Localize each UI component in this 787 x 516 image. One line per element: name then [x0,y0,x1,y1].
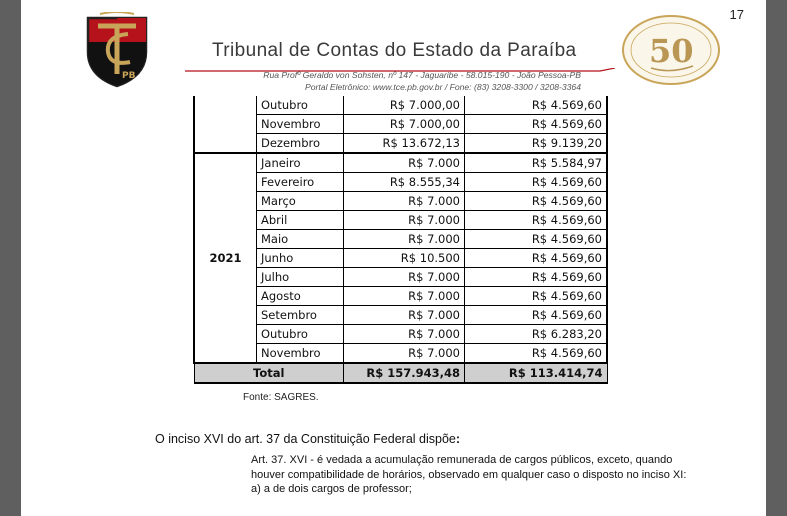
table-row [194,115,607,134]
value-cell: R$ 7.000 [344,344,465,364]
month-cell: Março [257,192,344,211]
value-cell: R$ 7.000 [344,287,465,306]
value-cell: R$ 5.584,97 [465,153,608,173]
value-cell: R$ 4.569,60 [465,230,608,249]
svg-text:PB: PB [122,71,136,81]
value-cell: R$ 4.569,60 [465,115,608,134]
intro-paragraph [155,432,460,446]
remuneration-table [193,96,608,384]
value-cell: R$ 4.569,60 [465,96,608,115]
value-cell: R$ 6.283,20 [465,325,608,344]
value-cell: R$ 7.000,00 [344,115,465,134]
month-cell: Novembro [257,115,344,134]
header-title: Tribunal de Contas do Estado da Paraíba [212,40,577,61]
value-cell: R$ 4.569,60 [465,211,608,230]
table-row [194,96,607,115]
value-cell: R$ 7.000 [344,230,465,249]
month-cell: Janeiro [257,153,344,173]
month-cell: Abril [257,211,344,230]
value-cell: R$ 10.500 [344,249,465,268]
quote-item-a: a) a de dois cargos de professor; [251,483,412,495]
quote-article: Art. 37. XVI - é vedada a acumulação remunerada de cargos públicos, exceto, quando houver compatibilidade de horários, observado em qualquer caso o disposto no inciso XI: [251,454,687,481]
value-cell: R$ 9.139,20 [465,134,608,154]
total-value-2: R$ 113.414,74 [465,363,608,383]
header-address [263,69,581,93]
month-cell: Setembro [257,306,344,325]
table-row [194,325,607,344]
total-value-1: R$ 157.943,48 [344,363,465,383]
value-cell: R$ 8.555,34 [344,173,465,192]
address-line-2: Portal Eletrônico: www.tce.pb.gov.br / Fone: (83) 3208-3300 / 3208-3364 [305,82,581,92]
value-cell: R$ 4.569,60 [465,268,608,287]
value-cell: R$ 7.000 [344,192,465,211]
table-row [194,268,607,287]
year-cell-previous [194,96,257,153]
month-cell: Outubro [257,96,344,115]
value-cell: R$ 4.569,60 [465,173,608,192]
month-cell: Julho [257,268,344,287]
value-cell: R$ 4.569,60 [465,287,608,306]
intro-colon: : [455,432,461,446]
page-number: 17 [729,7,744,22]
intro-text: O inciso XVI do art. 37 da Constituição Federal dispõe [155,432,456,446]
table-row [194,344,607,364]
table-row [194,306,607,325]
value-cell: R$ 13.672,13 [344,134,465,154]
table-row [194,134,607,154]
constitution-quote [251,453,691,497]
table-row [194,173,607,192]
table-row [194,211,607,230]
value-cell: R$ 7.000 [344,211,465,230]
total-row [194,363,607,383]
value-cell: R$ 4.569,60 [465,192,608,211]
month-cell: Maio [257,230,344,249]
table-source: Fonte: SAGRES. [243,392,319,403]
value-cell: R$ 7.000,00 [344,96,465,115]
address-line-1: Rua Profº Geraldo von Sohsten, nº 147 - Jaguaribe - 58.015-190 - João Pessoa-PB [263,70,581,80]
value-cell: R$ 7.000 [344,153,465,173]
value-cell: R$ 7.000 [344,306,465,325]
value-cell: R$ 7.000 [344,268,465,287]
total-label: Total [194,363,344,383]
month-cell: Outubro [257,325,344,344]
month-cell: Dezembro [257,134,344,154]
table-row [194,192,607,211]
table-row [194,153,607,173]
fifty-years-seal-icon [621,14,721,86]
value-cell: R$ 4.569,60 [465,344,608,364]
seal-number: 50 [649,32,694,70]
month-cell: Novembro [257,344,344,364]
month-cell: Agosto [257,287,344,306]
month-cell: Junho [257,249,344,268]
tce-pb-logo-icon [84,12,150,88]
month-cell: Fevereiro [257,173,344,192]
table-row [194,249,607,268]
table-row [194,230,607,249]
value-cell: R$ 4.569,60 [465,249,608,268]
value-cell: R$ 7.000 [344,325,465,344]
document-page [21,0,766,516]
year-cell-2021: 2021 [194,153,257,363]
table-row [194,287,607,306]
value-cell: R$ 4.569,60 [465,306,608,325]
